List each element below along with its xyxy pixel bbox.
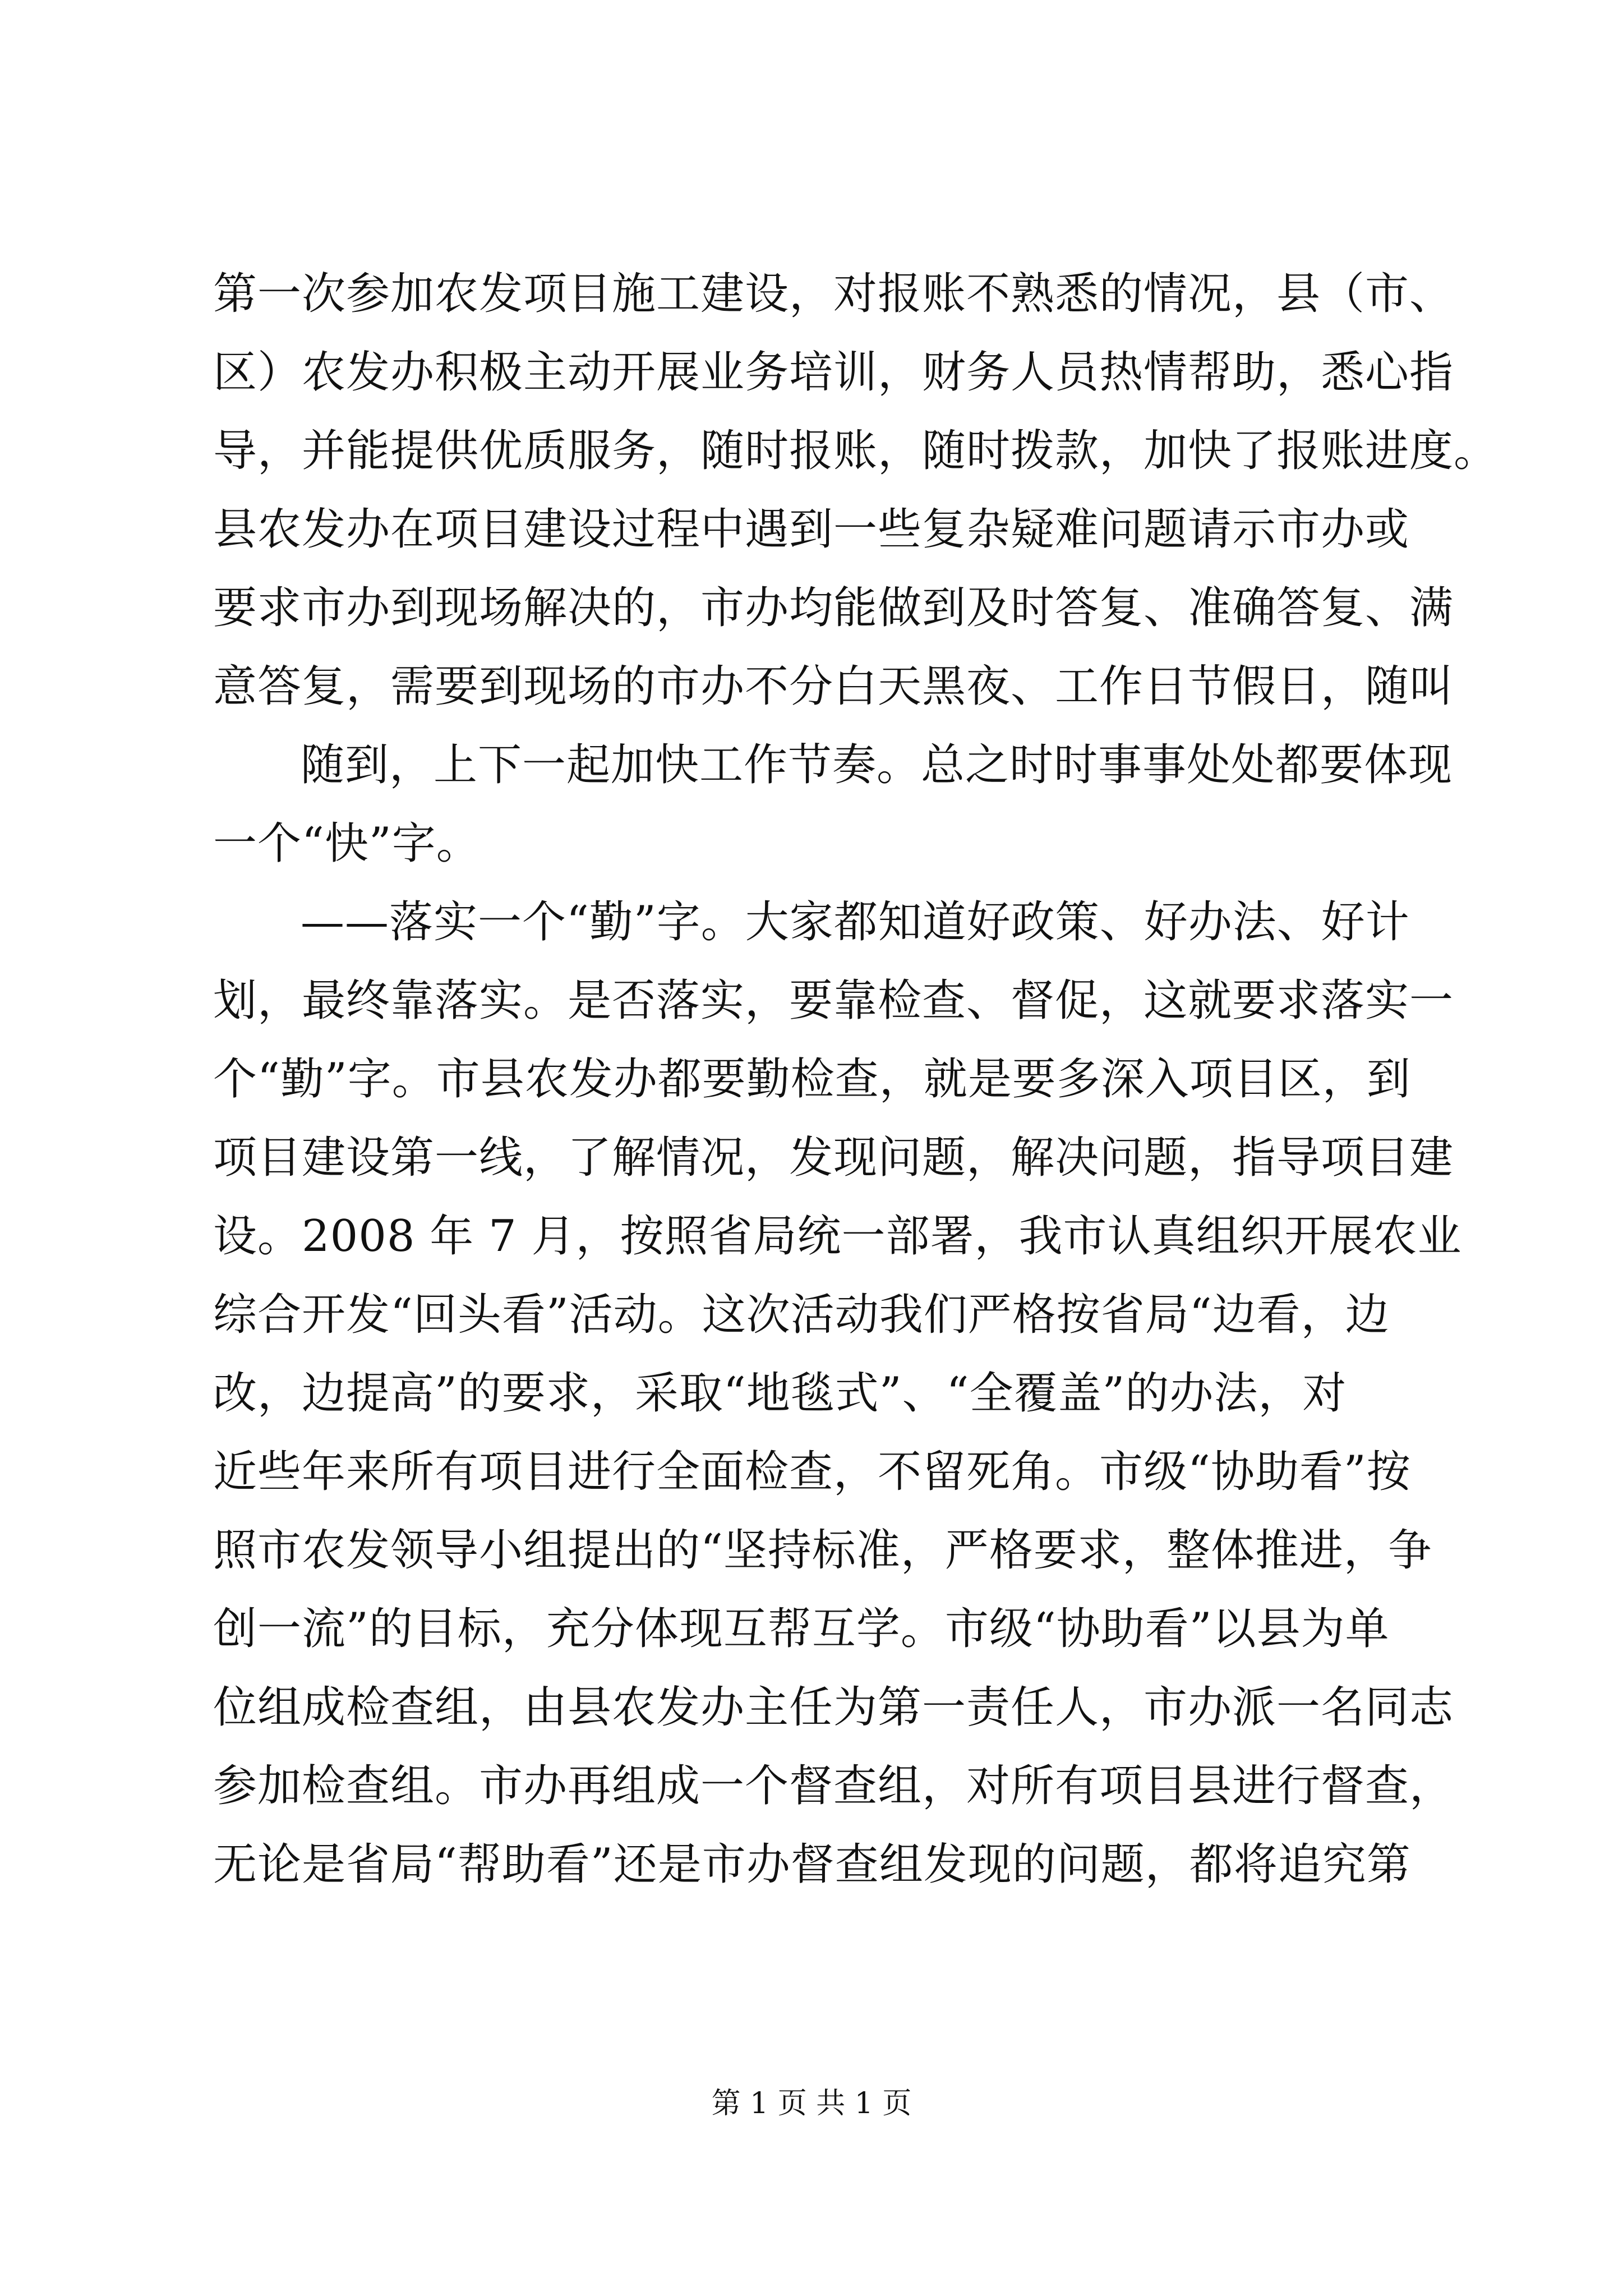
text-line: 综合开发“回头看”活动。这次活动我们严格按省局“边看，边 — [213, 1290, 1390, 1340]
text-line: 要求市办到现场解决的，市办均能做到及时答复、准确答复、满 — [213, 583, 1454, 633]
text-line: 项目建设第一线，了解情况，发现问题，解决问题，指导项目建 — [213, 1133, 1454, 1183]
text-line: 无论是省局“帮助看”还是市办督查组发现的问题，都将追究第 — [213, 1839, 1411, 1890]
text-line: 位组成检查组，由县农发办主任为第一责任人，市办派一名同志 — [213, 1682, 1454, 1733]
text-line: ——落实一个“勤”字。大家都知道好政策、好办法、好计 — [301, 897, 1410, 947]
text-line: 区）农发办积极主动开展业务培训，财务人员热情帮助，悉心指 — [213, 347, 1454, 398]
text-line: 一个“快”字。 — [213, 818, 481, 869]
text-line: 个“勤”字。市县农发办都要勤检查，就是要多深入项目区，到 — [213, 1054, 1411, 1105]
text-line: 划，最终靠落实。是否落实，要靠检查、督促，这就要求落实一 — [213, 976, 1454, 1026]
text-line: 县农发办在项目建设过程中遇到一些复杂疑难问题请示市办或 — [213, 504, 1410, 555]
text-line: 照市农发领导小组提出的“坚持标准，严格要求，整体推进，争 — [213, 1525, 1432, 1576]
text-line: 意答复，需要到现场的市办不分白天黑夜、工作日节假日，随叫 — [213, 661, 1454, 712]
text-line: 导，并能提供优质服务，随时报账，随时拨款，加快了报账进度。 — [213, 426, 1498, 476]
text-line: 设。2008 年 7 月，按照省局统一部署，我市认真组织开展农业 — [213, 1211, 1462, 1262]
text-line: 第一次参加农发项目施工建设，对报账不熟悉的情况，县（市、 — [213, 269, 1454, 319]
text-line: 参加检查组。市办再组成一个督查组，对所有项目县进行督查， — [213, 1761, 1454, 1811]
text-line: 近些年来所有项目进行全面检查，不留死角。市级“协助看”按 — [213, 1447, 1411, 1497]
text-line: 改，边提高”的要求，采取“地毯式”、“全覆盖”的办法，对 — [213, 1368, 1347, 1419]
page-footer: 第 1 页 共 1 页 — [711, 2087, 912, 2120]
text-line: 创一流”的目标，充分体现互帮互学。市级“协助看”以县为单 — [213, 1604, 1390, 1654]
text-line: 随到，上下一起加快工作节奏。总之时时事事处处都要体现 — [301, 740, 1453, 790]
body-text — [213, 255, 1498, 1904]
